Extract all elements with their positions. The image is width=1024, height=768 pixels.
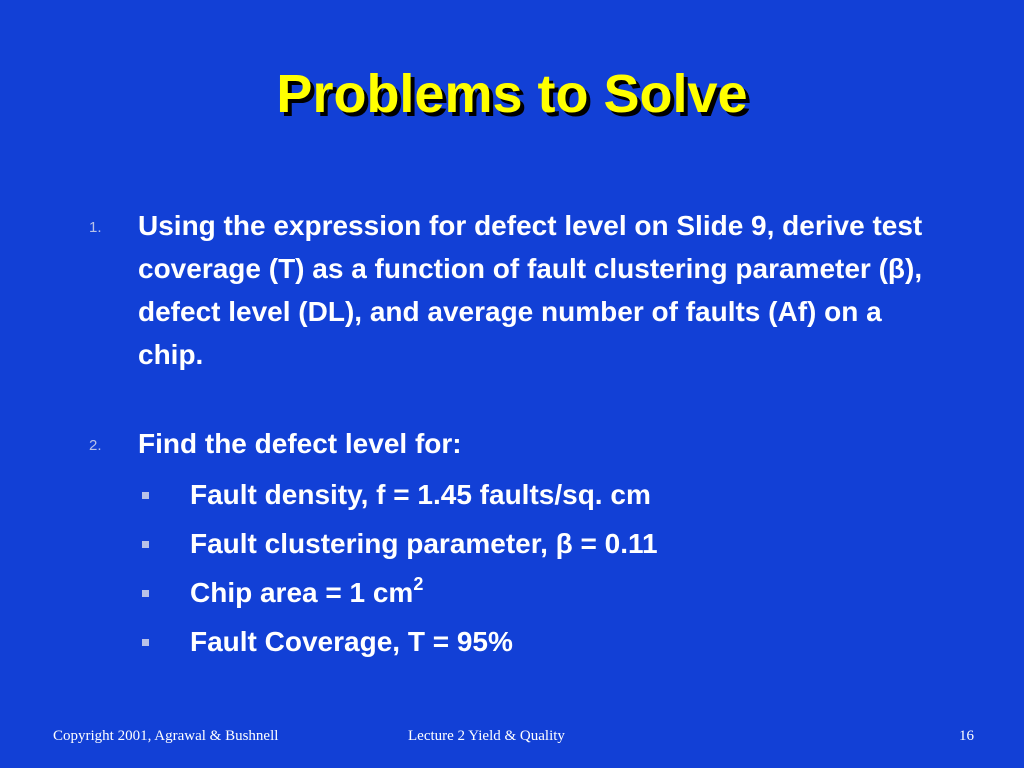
subitem-clustering-parameter [140, 522, 840, 565]
item-number: 1. [89, 219, 102, 236]
subitem-chip-area [140, 571, 840, 614]
subitem-text: Fault Coverage, T = 95% [190, 626, 513, 657]
item-text: Find the defect level for: [138, 428, 462, 459]
subitem-fault-coverage [140, 620, 840, 663]
subitem-text: Fault density, f = 1.45 faults/sq. cm [190, 479, 651, 510]
square-bullet-icon [142, 541, 149, 548]
subitem-fault-density [140, 473, 840, 516]
square-bullet-icon [142, 590, 149, 597]
footer-lecture-title: Lecture 2 Yield & Quality [408, 728, 565, 744]
footer-page-number: 16 [959, 728, 974, 744]
slide-title: Problems to Solve [276, 64, 748, 124]
item-text: Using the expression for defect level on Slide 9, derive test coverage (T) as a function of fault clustering parameter (β), defect level (DL), and average number of faults (Af) on a chip. [138, 210, 923, 370]
subitem-text-wrapper [190, 571, 423, 614]
superscript: 2 [413, 573, 424, 594]
subitem-text: Chip area = 1 cm [190, 577, 414, 608]
square-bullet-icon [142, 492, 149, 499]
square-bullet-icon [142, 639, 149, 646]
footer-copyright: Copyright 2001, Agrawal & Bushnell [53, 728, 279, 744]
subitem-text: Fault clustering parameter, β = 0.11 [190, 528, 658, 559]
item-number: 2. [89, 437, 102, 454]
